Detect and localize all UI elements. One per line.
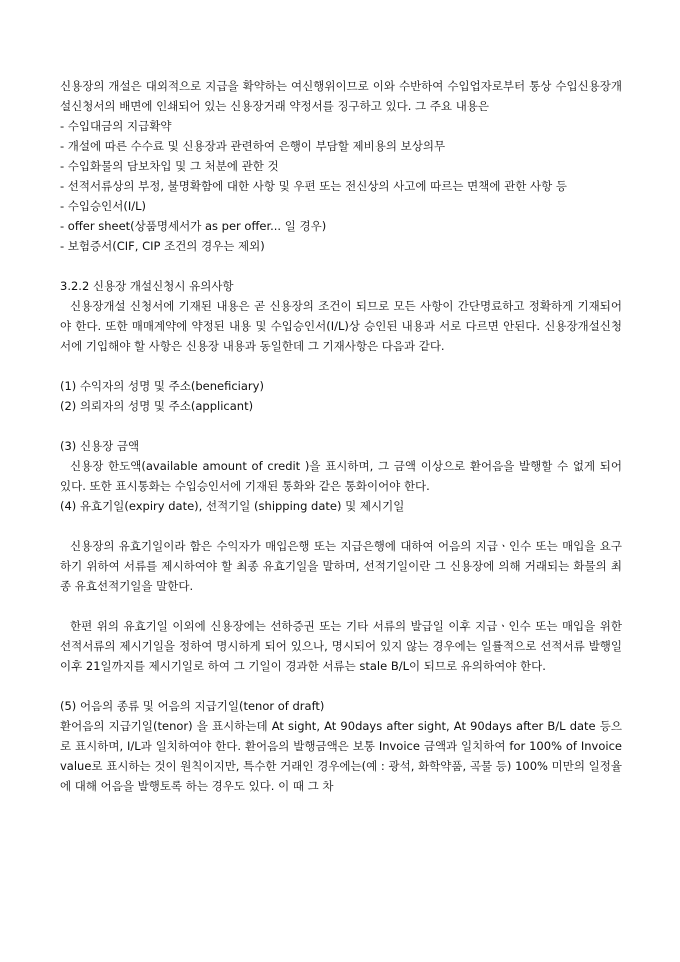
list-item: - offer sheet(상품명세서가 as per offer... 일 경우) xyxy=(60,219,327,233)
list-item: - 선적서류상의 부정, 불명확함에 대한 사항 및 우편 또는 전신상의 사고에 따르는 면책에 관한 사항 등 xyxy=(60,179,567,193)
item-beneficiary: (1) 수익자의 성명 및 주소(beneficiary) xyxy=(60,379,264,393)
section-body: 신용장개설 신청서에 기재된 내용은 곧 신용장의 조건이 되므로 모든 사항이 간단명료하고 정확하게 기재되어야 한다. 또한 매매계약에 약정된 내용 및 수입승인서(I/L)상 승인된 내용과 서로 다르면 안된다. 신용장개설신청서에 기입해야 할 사항은 신용장 내용과 동일한데 그 기재사항은 다음과 같다. xyxy=(60,299,622,353)
section-heading: 3.2.2 신용장 개설신청시 유의사항 xyxy=(60,279,234,293)
list-item: - 수입대금의 지급확약 xyxy=(60,119,172,133)
item-expiry-heading: (4) 유효기일(expiry date), 선적기일 (shipping date) 및 제시기일 xyxy=(60,499,405,513)
list-item: - 보험증서(CIF, CIP 조건의 경우는 제외) xyxy=(60,239,265,253)
item-amount-body: 신용장 한도액(available amount of credit )을 표시하며, 그 금액 이상으로 환어음을 발행할 수 없게 되어 있다. 또한 표시통화는 수입승인서에 기재된 통화와 같은 통화이어야 한다. xyxy=(60,459,622,493)
list-item: - 수입화물의 담보차입 및 그 처분에 관한 것 xyxy=(60,159,279,173)
item-expiry-body-2: 한편 위의 유효기일 이외에 신용장에는 선하증권 또는 기타 서류의 발급일 이후 지급ㆍ인수 또는 매입을 위한 선적서류의 제시기일을 정하여 명시하게 되어 있으나, 명시되어 있지 않는 경우에는 일률적으로 선적서류 발행일 이후 21일까지를 제시기일로 하여 그 기일이 경과한 서류는 stale B/L이 되므로 유의하여야 한다. xyxy=(60,619,622,673)
intro-list xyxy=(60,116,622,256)
list-item: - 수입승인서(I/L) xyxy=(60,199,146,213)
item-applicant: (2) 의뢰자의 성명 및 주소(applicant) xyxy=(60,399,254,413)
intro-paragraph: 신용장의 개설은 대외적으로 지급을 확약하는 여신행위이므로 이와 수반하여 수입업자로부터 통상 수입신용장개설신청서의 배면에 인쇄되어 있는 신용장거래 약정서를 징구하고 있다. 그 주요 내용은 xyxy=(60,79,622,113)
item-draft-body: 환어음의 지급기일(tenor) 을 표시하는데 At sight, At 90days after sight, At 90days after B/L date 등으로 표시하며, I/L과 일치하여야 한다. 환어음의 발행금액은 보통 Invoice 금액과 일치하여 for 100% of Invoice value로 표시하는 것이 원칙이지만, 특수한 거래인 경우에는(예 : 광석, 화학약품, 곡물 등) 100% 미만의 일정율에 대해 어음을 발행토록 하는 경우도 있다. 이 때 그 차 xyxy=(60,719,622,793)
list-item: - 개설에 따른 수수료 및 신용장과 관련하여 은행이 부담할 제비용의 보상의무 xyxy=(60,139,446,153)
item-draft-heading: (5) 어음의 종류 및 어음의 지급기일(tenor of draft) xyxy=(60,699,325,713)
item-amount-heading: (3) 신용장 금액 xyxy=(60,439,140,453)
item-expiry-body-1: 신용장의 유효기일이라 함은 수익자가 매입은행 또는 지급은행에 대하여 어음의 지급ㆍ인수 또는 매입을 요구하기 위하여 서류를 제시하여야 할 최종 유효기일을 말하며, 선적기일이란 그 신용장에 의해 거래되는 화물의 최종 유효선적기일을 말한다. xyxy=(60,539,622,593)
